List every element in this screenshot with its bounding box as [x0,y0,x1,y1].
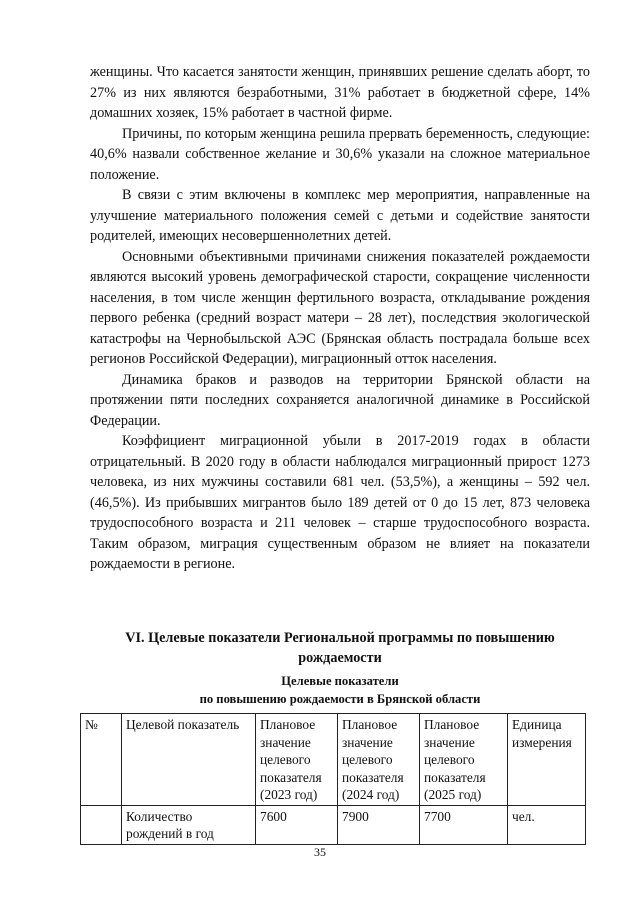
cell-plan-2023: 7600 [256,805,338,844]
table-caption-line-1: Целевые показатели [281,674,399,688]
cell-plan-2024: 7900 [338,805,420,844]
page-number: 35 [314,845,326,859]
paragraph-4: Основными объективными причинами снижения показателей рождаемости являются высокий уровень демографической старости, сокращение численности населения, в том числе женщин фертильного возраста, откладывание рождения первого ребенка (средний возраст матери – 28 лет), последствия экологической катастрофы на Чернобыльской АЭС (Брянская область пострадала больше всех регионов Российской Федерации), миграционный отток населения. [90,248,590,367]
header-plan-2023: Плановое значение целевого показателя (2023 год) [256,714,338,806]
paragraph-2: Причины, по которым женщина решила прервать беременность, следующие: 40,6% назвали собственное желание и 30,6% указали на сложное материальное положение. [90,125,590,183]
table-caption [90,672,590,708]
paragraph-1: женщины. Что касается занятости женщин, принявших решение сделать аборт, то 27% из них являются безработными, 31% работает в бюджетной сфере, 14% домашних хозяек, 15% работает в частной фирме. [90,64,590,121]
header-indicator: Целевой показатель [122,714,256,806]
targets-table [80,713,586,845]
body-text [90,62,590,575]
table-header-row [81,714,586,806]
cell-indicator: Количество рождений в год [122,805,256,844]
header-plan-2025: Плановое значение целевого показателя (2025 год) [420,714,508,806]
section-title: VI. Целевые показатели Региональной программы по повышению рождаемости [125,630,555,666]
header-plan-2024: Плановое значение целевого показателя (2024 год) [338,714,420,806]
cell-unit: чел. [508,805,586,844]
cell-plan-2025: 7700 [420,805,508,844]
header-number: № [81,714,122,806]
header-unit: Единица измерения [508,714,586,806]
paragraph-3: В связи с этим включены в комплекс мер мероприятия, направленные на улучшение материального положения семей с детьми и содействие занятости родителей, имеющих несовершеннолетних детей. [90,187,590,244]
paragraph-5: Динамика браков и разводов на территории Брянской области на протяжении пяти последних сохраняется аналогичной динамике в Российской Федерации. [90,371,590,429]
cell-number [81,805,122,844]
paragraph-6: Коэффициент миграционной убыли в 2017-2019 годах в области отрицательный. В 2020 году в области наблюдался миграционный прирост 1273 человека, из них мужчины составили 681 чел. (53,5%), а женщины – 592 чел. (46,5%). Из прибывших мигрантов было 189 детей от 0 до 15 лет, 873 человека трудоспособного возраста и 211 человек – старше трудоспособного возраста. Таким образом, миграция существенным образом не влияет на показатели рождаемости в регионе. [90,433,590,572]
table-caption-line-2: по повышению рождаемости в Брянской области [199,692,481,706]
table-row [81,805,586,844]
